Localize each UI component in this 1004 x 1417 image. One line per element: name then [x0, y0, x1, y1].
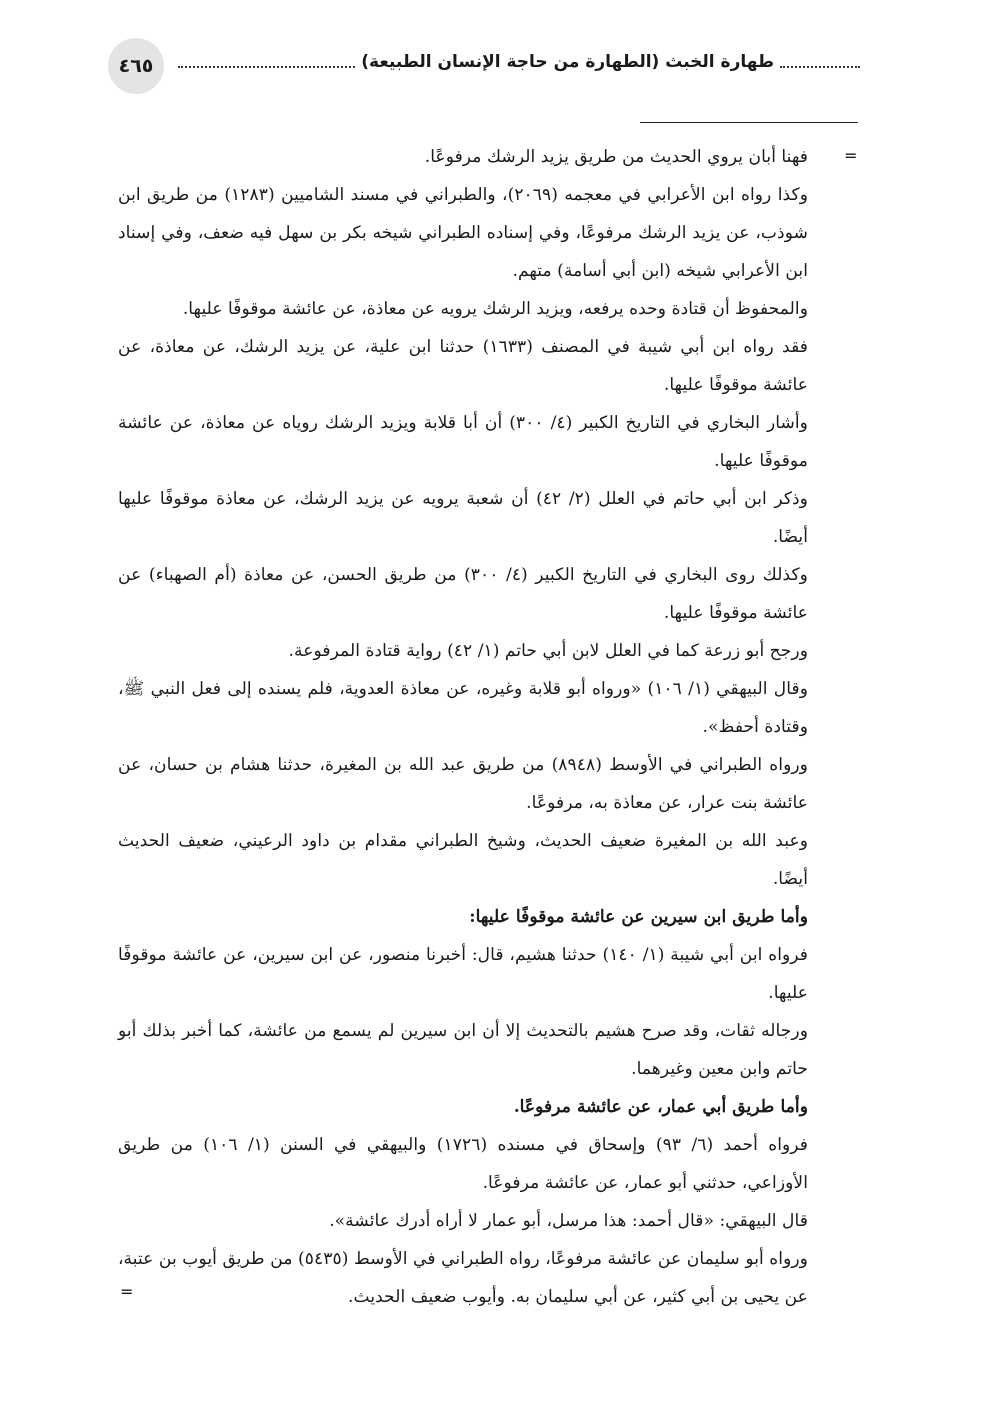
running-head	[178, 52, 860, 72]
paragraph: وقال البيهقي (١/ ١٠٦) «ورواه أبو قلابة وغيره، عن معاذة العدوية، فلم يسنده إلى فعل النبي ﷺ، وقتادة أحفظ».	[118, 679, 809, 737]
paragraph: وأشار البخاري في التاريخ الكبير (٤/ ٣٠٠) أن أبا قلابة ويزيد الرشك روياه عن معاذة، عن عائشة موقوفًا عليها.	[118, 413, 808, 471]
paragraph: ورواه الطبراني في الأوسط (٨٩٤٨) من طريق عبد الله بن المغيرة، حدثنا هشام بن حسان، عن عائشة بنت عرار، عن معاذة به، مرفوعًا.	[118, 755, 808, 813]
paragraph: وعبد الله بن المغيرة ضعيف الحديث، وشيخ الطبراني مقدام بن داود الرعيني، ضعيف الحديث أيضًا.	[118, 831, 808, 889]
paragraph: فرواه أحمد (٦/ ٩٣) وإسحاق في مسنده (١٧٢٦) والبيهقي في السنن (١/ ١٠٦) من طريق الأوزاعي، حدثني أبو عمار، عن عائشة مرفوعًا.	[118, 1135, 808, 1193]
paragraph: ورجح أبو زرعة كما في العلل لابن أبي حاتم (١/ ٤٢) رواية قتادة المرفوعة.	[288, 641, 808, 661]
section-heading: وأما طريق ابن سيرين عن عائشة موقوفًا عليها:	[469, 907, 808, 927]
paragraph: وكذا رواه ابن الأعرابي في معجمه (٢٠٦٩)، والطبراني في مسند الشاميين (١٢٨٣) من طريق ابن شوذب، عن يزيد الرشك مرفوعًا، وفي إسناده الطبراني شيخه بكر بن سهل فيه ضعف، وفي إسناد ابن الأعرابي شيخه (ابن أبي أسامة) متهم.	[118, 185, 809, 281]
continuation-marker-bottom: =	[120, 1282, 134, 1301]
paragraph: فهنا أبان يروي الحديث من طريق يزيد الرشك مرفوعًا.	[424, 147, 808, 167]
page-header	[100, 38, 860, 102]
footnote-body	[118, 138, 808, 1316]
page-number-badge: ٤٦٥	[108, 38, 164, 94]
paragraph: والمحفوظ أن قتادة وحده يرفعه، ويزيد الرشك يرويه عن معاذة، عن عائشة موقوفًا عليها.	[182, 299, 808, 319]
paragraph: وذكر ابن أبي حاتم في العلل (٢/ ٤٢) أن شعبة يرويه عن يزيد الرشك، عن معاذة موقوفًا عليها أيضًا.	[118, 489, 808, 547]
chapter-title: طهارة الخبث (الطهارة من حاجة الإنسان الطبيعة)	[361, 52, 774, 72]
paragraph: فرواه ابن أبي شيبة (١/ ١٤٠) حدثنا هشيم، قال: أخبرنا منصور، عن ابن سيرين، عن عائشة موقوفًا عليها.	[118, 945, 808, 1003]
paragraph: ورجاله ثقات، وقد صرح هشيم بالتحديث إلا أن ابن سيرين لم يسمع من عائشة، كما أخبر بذلك أبو حاتم وابن معين وغيرهما.	[118, 1021, 808, 1079]
paragraph: فقد رواه ابن أبي شيبة في المصنف (١٦٣٣) حدثنا ابن علية، عن يزيد الرشك، عن معاذة، عن عائشة موقوفًا عليها.	[118, 337, 808, 395]
paragraph: وكذلك روى البخاري في التاريخ الكبير (٤/ ٣٠٠) من طريق الحسن، عن معاذة (أم الصهباء) عن عائشة موقوفًا عليها.	[118, 565, 808, 623]
leader-dots-left	[178, 56, 355, 68]
continuation-marker-top: =	[844, 146, 858, 165]
paragraph: قال البيهقي: «قال أحمد: هذا مرسل، أبو عمار لا أراه أدرك عائشة».	[329, 1211, 808, 1231]
leader-dots-right	[780, 56, 860, 68]
section-heading: وأما طريق أبي عمار، عن عائشة مرفوعًا.	[513, 1097, 808, 1117]
footnote-rule	[640, 122, 858, 123]
paragraph: ورواه أبو سليمان عن عائشة مرفوعًا، رواه الطبراني في الأوسط (٥٤٣٥) من طريق أيوب بن عتبة، عن يحيى بن أبي كثير، عن أبي سليمان به. وأيوب ضعيف الحديث.	[118, 1249, 808, 1307]
